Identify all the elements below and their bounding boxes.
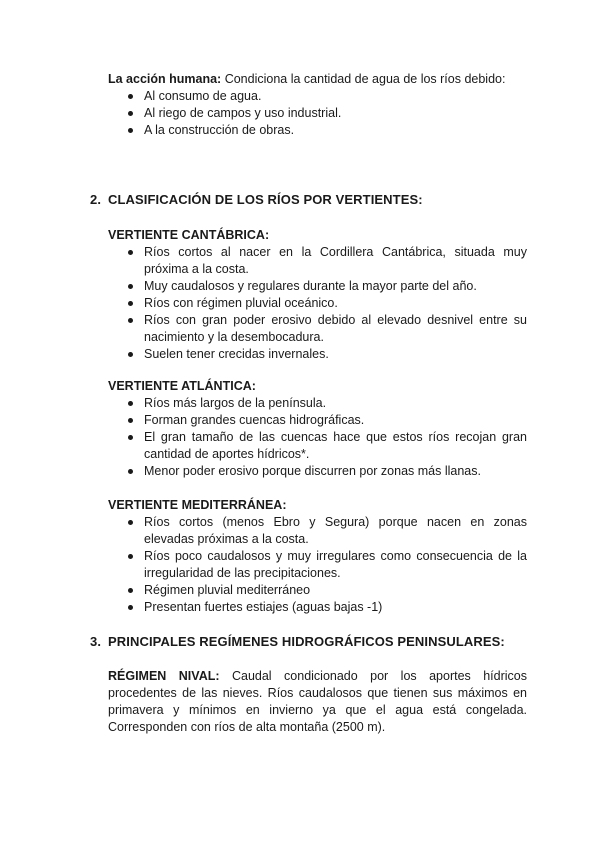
regimen-nival-text: Caudal condicionado por los aportes hídricos procedentes de las nieves. Ríos caudalosos que tienen sus máximos en primavera y mínimos en invierno ya que el agua está congelada. Corresponden con ríos de alta montaña (2500 m).: [108, 669, 527, 734]
list-item: A la construcción de obras.: [108, 122, 527, 139]
mediterranea-list: [108, 514, 527, 616]
section-2-heading: [90, 191, 540, 208]
list-item: Ríos cortos al nacer en la Cordillera Cantábrica, situada muy próxima a la costa.: [108, 244, 527, 278]
mediterranea-title: VERTIENTE MEDITERRÁNEA:: [108, 498, 287, 512]
list-item: Ríos cortos (menos Ebro y Segura) porque nacen en zonas elevadas próximas a la costa.: [108, 514, 527, 548]
section-2-title: CLASIFICACIÓN DE LOS RÍOS POR VERTIENTES:: [108, 192, 423, 207]
section-2-number: 2.: [90, 192, 102, 207]
intro-paragraph: [108, 71, 527, 139]
list-item: Presentan fuertes estiajes (aguas bajas -1): [108, 599, 527, 616]
list-item: Muy caudalosos y regulares durante la mayor parte del año.: [108, 278, 527, 295]
section-3-heading: [90, 633, 540, 650]
intro-list: [108, 88, 527, 139]
cantabrica-title: VERTIENTE CANTÁBRICA:: [108, 228, 270, 242]
atlantica-block: [108, 378, 527, 480]
mediterranea-block: [108, 497, 527, 616]
list-item: Forman grandes cuencas hidrográficas.: [108, 412, 527, 429]
list-item: Ríos con régimen pluvial oceánico.: [108, 295, 527, 312]
list-item: El gran tamaño de las cuencas hace que estos ríos recojan gran cantidad de aportes hídricos*.: [108, 429, 527, 463]
list-item: Ríos poco caudalosos y muy irregulares como consecuencia de la irregularidad de las precipitaciones.: [108, 548, 527, 582]
regimen-nival-paragraph: [108, 668, 527, 736]
intro-text: [108, 71, 527, 88]
intro-body: Condiciona la cantidad de agua de los ríos debido:: [221, 72, 506, 86]
list-item: Régimen pluvial mediterráneo: [108, 582, 527, 599]
section-3-number: 3.: [90, 634, 102, 649]
list-item: Suelen tener crecidas invernales.: [108, 346, 527, 363]
cantabrica-block: [108, 227, 527, 363]
section-3-title: PRINCIPALES REGÍMENES HIDROGRÁFICOS PENINSULARES:: [108, 634, 505, 649]
list-item: Ríos con gran poder erosivo debido al elevado desnivel entre su nacimiento y la desembocadura.: [108, 312, 527, 346]
list-item: Menor poder erosivo porque discurren por zonas más llanas.: [108, 463, 527, 480]
list-item: Al consumo de agua.: [108, 88, 527, 105]
atlantica-title: VERTIENTE ATLÁNTICA:: [108, 379, 256, 393]
intro-label: La acción humana:: [108, 72, 222, 86]
list-item: Al riego de campos y uso industrial.: [108, 105, 527, 122]
atlantica-list: [108, 395, 527, 480]
cantabrica-list: [108, 244, 527, 363]
regimen-nival-label: RÉGIMEN NIVAL:: [108, 669, 220, 683]
list-item: Ríos más largos de la península.: [108, 395, 527, 412]
